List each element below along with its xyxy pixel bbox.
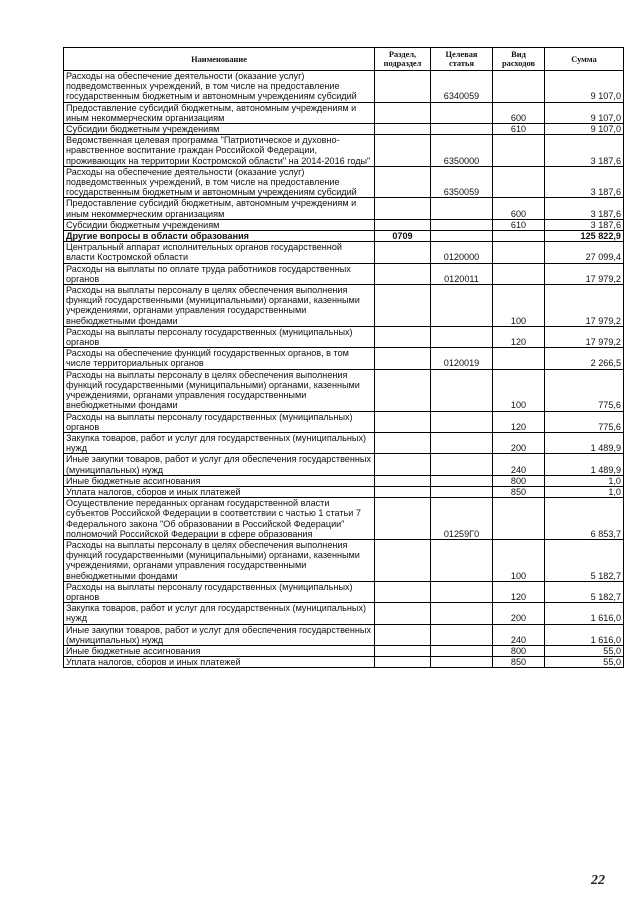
row-kind: 100	[493, 539, 545, 581]
row-kind: 120	[493, 411, 545, 432]
row-sum: 9 107,0	[545, 124, 624, 135]
row-sum: 775,6	[545, 411, 624, 432]
row-name: Уплата налогов, сборов и иных платежей	[64, 486, 375, 497]
table-row	[64, 657, 624, 668]
table-row	[64, 475, 624, 486]
row-kind: 200	[493, 432, 545, 453]
row-sum: 1,0	[545, 486, 624, 497]
row-target: 0120011	[431, 263, 493, 284]
row-target	[431, 645, 493, 656]
table-row	[64, 624, 624, 645]
row-name: Расходы на обеспечение деятельности (оказание услуг) подведомственных учреждений, в том числе на предоставление государственным бюджетным и автономным учреждениям субсидий	[64, 71, 375, 103]
row-sum: 1 616,0	[545, 624, 624, 645]
row-target	[431, 411, 493, 432]
row-kind	[493, 498, 545, 540]
table-row	[64, 326, 624, 347]
table-row	[64, 411, 624, 432]
table-row	[64, 645, 624, 656]
table-row	[64, 198, 624, 219]
row-kind: 610	[493, 219, 545, 230]
row-kind	[493, 166, 545, 198]
row-target: 0120019	[431, 348, 493, 369]
row-target	[431, 102, 493, 123]
row-target: 0120000	[431, 242, 493, 263]
row-target: 01259Г0	[431, 498, 493, 540]
row-sum: 2 266,5	[545, 348, 624, 369]
table-row	[64, 285, 624, 327]
row-name: Иные закупки товаров, работ и услуг для обеспечения государственных (муниципальных) нужд	[64, 454, 375, 475]
row-sum: 1 489,9	[545, 432, 624, 453]
row-target: 6350059	[431, 166, 493, 198]
row-target	[431, 603, 493, 624]
row-kind: 240	[493, 454, 545, 475]
row-name: Расходы на обеспечение функций государственных органов, в том числе территориальных органов	[64, 348, 375, 369]
row-kind	[493, 263, 545, 284]
row-name: Закупка товаров, работ и услуг для государственных (муниципальных) нужд	[64, 603, 375, 624]
row-name: Другие вопросы в области образования	[64, 231, 375, 242]
row-target	[431, 124, 493, 135]
table-row	[64, 124, 624, 135]
row-section	[375, 135, 431, 167]
header-section: Раздел, подраздел	[375, 48, 431, 71]
row-section	[375, 263, 431, 284]
row-name: Ведомственная целевая программа "Патриотическое и духовно-нравственное воспитание граждан Российской Федерации, проживающих на территории Костромской области" на 2014-2016 годы"	[64, 135, 375, 167]
row-kind: 600	[493, 198, 545, 219]
table-row	[64, 219, 624, 230]
table-row	[64, 432, 624, 453]
row-target	[431, 432, 493, 453]
row-sum: 3 187,6	[545, 166, 624, 198]
row-name: Расходы на выплаты персоналу в целях обеспечения выполнения функций государственными (муниципальными) органами, казенными учреждениями, органами управления государственными внебюджетными фондами	[64, 369, 375, 411]
row-sum: 9 107,0	[545, 102, 624, 123]
row-name: Предоставление субсидий бюджетным, автономным учреждениям и иным некоммерческим организациям	[64, 102, 375, 123]
row-name: Центральный аппарат исполнительных органов государственной власти Костромской области	[64, 242, 375, 263]
document-page	[63, 47, 623, 668]
row-name: Субсидии бюджетным учреждениям	[64, 124, 375, 135]
row-sum: 55,0	[545, 645, 624, 656]
row-name: Иные бюджетные ассигнования	[64, 475, 375, 486]
row-section	[375, 486, 431, 497]
row-target	[431, 326, 493, 347]
row-kind: 610	[493, 124, 545, 135]
row-name: Предоставление субсидий бюджетным, автономным учреждениям и иным некоммерческим организациям	[64, 198, 375, 219]
row-kind: 850	[493, 486, 545, 497]
row-kind	[493, 242, 545, 263]
row-target	[431, 285, 493, 327]
row-section	[375, 198, 431, 219]
row-name: Уплата налогов, сборов и иных платежей	[64, 657, 375, 668]
row-sum: 55,0	[545, 657, 624, 668]
row-name: Иные бюджетные ассигнования	[64, 645, 375, 656]
row-target	[431, 657, 493, 668]
row-section	[375, 348, 431, 369]
row-section	[375, 539, 431, 581]
row-kind: 240	[493, 624, 545, 645]
row-section	[375, 432, 431, 453]
header-kind: Вид расходов	[493, 48, 545, 71]
row-section	[375, 498, 431, 540]
row-sum: 5 182,7	[545, 539, 624, 581]
row-kind: 600	[493, 102, 545, 123]
row-target	[431, 486, 493, 497]
table-header-row	[64, 48, 624, 71]
row-kind	[493, 348, 545, 369]
row-section	[375, 326, 431, 347]
row-name: Иные закупки товаров, работ и услуг для обеспечения государственных (муниципальных) нужд	[64, 624, 375, 645]
row-section	[375, 657, 431, 668]
row-target	[431, 219, 493, 230]
table-row	[64, 498, 624, 540]
row-section	[375, 475, 431, 486]
row-sum: 27 099,4	[545, 242, 624, 263]
row-kind: 120	[493, 581, 545, 602]
row-target: 6340059	[431, 71, 493, 103]
row-target	[431, 624, 493, 645]
row-target	[431, 581, 493, 602]
row-sum: 6 853,7	[545, 498, 624, 540]
row-sum: 17 979,2	[545, 285, 624, 327]
row-target	[431, 231, 493, 242]
row-section	[375, 102, 431, 123]
row-name: Расходы на выплаты персоналу государственных (муниципальных) органов	[64, 326, 375, 347]
table-row	[64, 242, 624, 263]
row-section	[375, 285, 431, 327]
row-section	[375, 219, 431, 230]
row-target	[431, 454, 493, 475]
table-row	[64, 603, 624, 624]
row-sum: 775,6	[545, 369, 624, 411]
table-row	[64, 231, 624, 242]
row-name: Закупка товаров, работ и услуг для государственных (муниципальных) нужд	[64, 432, 375, 453]
table-row	[64, 102, 624, 123]
header-name: Наименование	[64, 48, 375, 71]
row-kind: 850	[493, 657, 545, 668]
row-target	[431, 539, 493, 581]
row-name: Расходы на обеспечение деятельности (оказание услуг) подведомственных учреждений, в том числе на предоставление государственным бюджетным и автономным учреждениям субсидий	[64, 166, 375, 198]
table-row	[64, 166, 624, 198]
row-section	[375, 71, 431, 103]
table-row	[64, 369, 624, 411]
header-target: Целевая статья	[431, 48, 493, 71]
row-section	[375, 645, 431, 656]
row-sum: 1 489,9	[545, 454, 624, 475]
row-kind: 100	[493, 285, 545, 327]
row-sum: 3 187,6	[545, 198, 624, 219]
header-sum: Сумма	[545, 48, 624, 71]
row-name: Расходы на выплаты по оплате труда работников государственных органов	[64, 263, 375, 284]
row-section	[375, 454, 431, 475]
table-row	[64, 263, 624, 284]
table-row	[64, 539, 624, 581]
table-row	[64, 348, 624, 369]
row-section	[375, 369, 431, 411]
table-row	[64, 71, 624, 103]
row-sum: 1 616,0	[545, 603, 624, 624]
row-target: 6350000	[431, 135, 493, 167]
row-section	[375, 124, 431, 135]
row-name: Осуществление переданных органам государственной власти субъектов Российской Федерации в соответствии с частью 1 статьи 7 Федерального закона "Об образовании в Российской Федерации" полномочий Российской Федерации в сфере образования	[64, 498, 375, 540]
row-section	[375, 166, 431, 198]
row-sum: 5 182,7	[545, 581, 624, 602]
table-body	[64, 71, 624, 668]
budget-table	[63, 47, 624, 668]
row-kind: 200	[493, 603, 545, 624]
row-target	[431, 475, 493, 486]
row-name: Субсидии бюджетным учреждениям	[64, 219, 375, 230]
table-row	[64, 135, 624, 167]
row-kind: 800	[493, 645, 545, 656]
row-section: 0709	[375, 231, 431, 242]
row-kind: 120	[493, 326, 545, 347]
row-kind: 100	[493, 369, 545, 411]
row-name: Расходы на выплаты персоналу в целях обеспечения выполнения функций государственными (муниципальными) органами, казенными учреждениями, органами управления государственными внебюджетными фондами	[64, 539, 375, 581]
row-section	[375, 624, 431, 645]
row-name: Расходы на выплаты персоналу государственных (муниципальных) органов	[64, 581, 375, 602]
row-sum: 3 187,6	[545, 135, 624, 167]
row-sum: 1,0	[545, 475, 624, 486]
row-sum: 3 187,6	[545, 219, 624, 230]
row-section	[375, 411, 431, 432]
table-row	[64, 454, 624, 475]
row-section	[375, 242, 431, 263]
table-row	[64, 486, 624, 497]
row-section	[375, 603, 431, 624]
row-name: Расходы на выплаты персоналу государственных (муниципальных) органов	[64, 411, 375, 432]
table-row	[64, 581, 624, 602]
row-kind	[493, 71, 545, 103]
row-sum: 17 979,2	[545, 326, 624, 347]
row-name: Расходы на выплаты персоналу в целях обеспечения выполнения функций государственными (муниципальными) органами, казенными учреждениями, органами управления государственными внебюджетными фондами	[64, 285, 375, 327]
row-sum: 125 822,9	[545, 231, 624, 242]
row-kind	[493, 231, 545, 242]
row-kind: 800	[493, 475, 545, 486]
row-sum: 9 107,0	[545, 71, 624, 103]
page-number: 22	[591, 873, 605, 888]
row-target	[431, 369, 493, 411]
row-sum: 17 979,2	[545, 263, 624, 284]
row-kind	[493, 135, 545, 167]
row-target	[431, 198, 493, 219]
row-section	[375, 581, 431, 602]
